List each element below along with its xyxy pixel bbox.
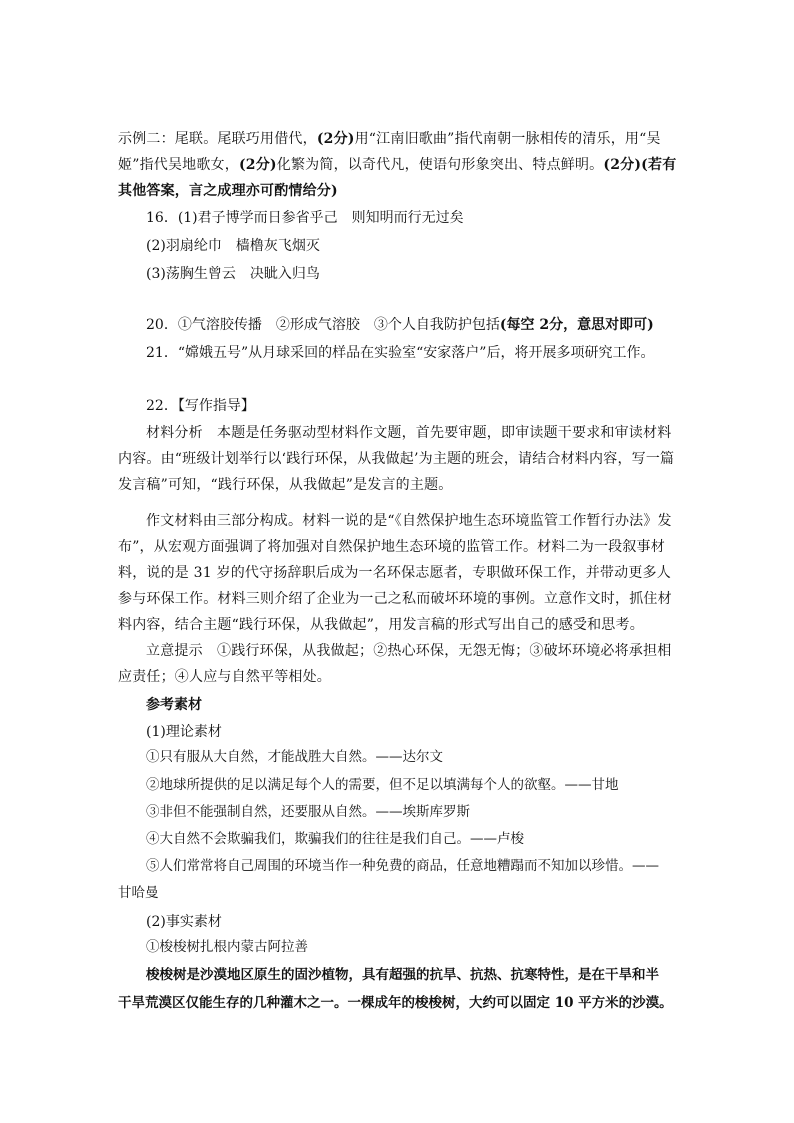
material-structure-paragraph: 作文材料由三部分构成。材料一说的是“《自然保护地生态环境监管工作暂行办法》发布”，从宏观方面强调了将加强对自然保护地生态环境的监管工作。材料二为一段叙事材料，说的是 31 岁的代守扬辞职后成为一名环保志愿者，专职做环保工作，并带动更多人参与环保工作。材料三则介绍了企业为一己之私而破坏环境的事例。立意作文时，抓住材料内容，结合主题“践行环保，从我做起”，用发言稿的形式写出自己的感受和思考。 xyxy=(118,513,672,633)
quote-5-line-1: ⑤人们常常将自己周围的环境当作一种免费的商品，任意地糟蹋而不知加以珍惜。—— xyxy=(146,858,659,874)
quote-3: ③非但不能强制自然，还要服从自然。——埃斯库罗斯 xyxy=(146,804,470,820)
material-analysis-paragraph: 材料分析 本题是任务驱动型材料作文题，首先要审题，即审读题干要求和审读材料内容。由“班级计划举行以‘践行环保，从我做起’为主题的班会，请结合材料内容，写一篇发言稿”可知，“践行环保，从我做起”是发言的主题。 xyxy=(118,425,675,493)
example-two-text-1: 示例二：尾联。尾联巧用借代， xyxy=(118,131,317,147)
q16-line-3: (3)荡胸生曾云 决眦入归鸟 xyxy=(146,266,320,282)
quote-2: ②地球所提供的足以满足每个人的需要，但不足以填满每个人的欲壑。——甘地 xyxy=(146,777,619,793)
score-mark-1: (2分) xyxy=(316,131,355,147)
q21-answer: 21．“嫦娥五号”从月球采回的样品在实验室“安家落户”后，将开展多项研究工作。 xyxy=(146,345,655,361)
fact-1-title: ①梭梭树扎根内蒙古阿拉善 xyxy=(146,939,308,955)
quote-4: ④大自然不会欺骗我们，欺骗我们的往往是我们自己。——卢梭 xyxy=(146,831,524,847)
q16-line-2: (2)羽扇纶巾 樯橹灰飞烟灭 xyxy=(146,238,320,254)
quote-1: ①只有服从大自然，才能战胜大自然。——达尔文 xyxy=(146,749,443,765)
fact-1-line-1: 梭梭树是沙漠地区原生的固沙植物，具有超强的抗旱、抗热、抗寒特性，是在干旱和半 xyxy=(146,967,659,983)
example-two-text-3: 化繁为简，以奇代凡，使语句形象突出、特点鲜明。 xyxy=(276,157,604,173)
reference-heading: 参考素材 xyxy=(146,697,202,713)
score-mark-3: (2分) xyxy=(603,157,642,173)
quote-5-line-2: 甘哈曼 xyxy=(118,885,159,901)
idea-hints-paragraph: 立意提示 ①践行环保，从我做起；②热心环保，无怨无悔；③破坏环境必将承担相应责任；④人应与自然平等相处。 xyxy=(118,643,672,685)
example-two-paragraph xyxy=(118,126,684,204)
q22-heading: 22．【写作指导】 xyxy=(146,398,255,414)
fact-1-line-2: 干旱荒漠区仅能生存的几种灌木之一。一棵成年的梭梭树，大约可以固定 10 平方米的沙漠。 xyxy=(118,995,673,1011)
fact-heading: (2)事实素材 xyxy=(146,914,222,930)
q20-note: (每空 2分，意思对即可) xyxy=(499,317,654,333)
q20-text: 20．①气溶胶传播 ②形成气溶胶 ③个人自我防护包括 xyxy=(146,317,500,333)
q16-line-1: 16．(1)君子博学而日参省乎己 则知明而行无过矣 xyxy=(146,210,464,226)
q20-answer xyxy=(146,314,654,336)
theory-heading: (1)理论素材 xyxy=(146,724,222,740)
example-two-text-2: 用“江南旧歌曲”指代南朝一脉相传的清乐，用“吴姬”指代吴地歌女， xyxy=(118,131,661,173)
score-mark-2: (2分) xyxy=(238,157,277,173)
grading-note: (若有其他答案，言之成理亦可酌情给分) xyxy=(118,157,677,199)
